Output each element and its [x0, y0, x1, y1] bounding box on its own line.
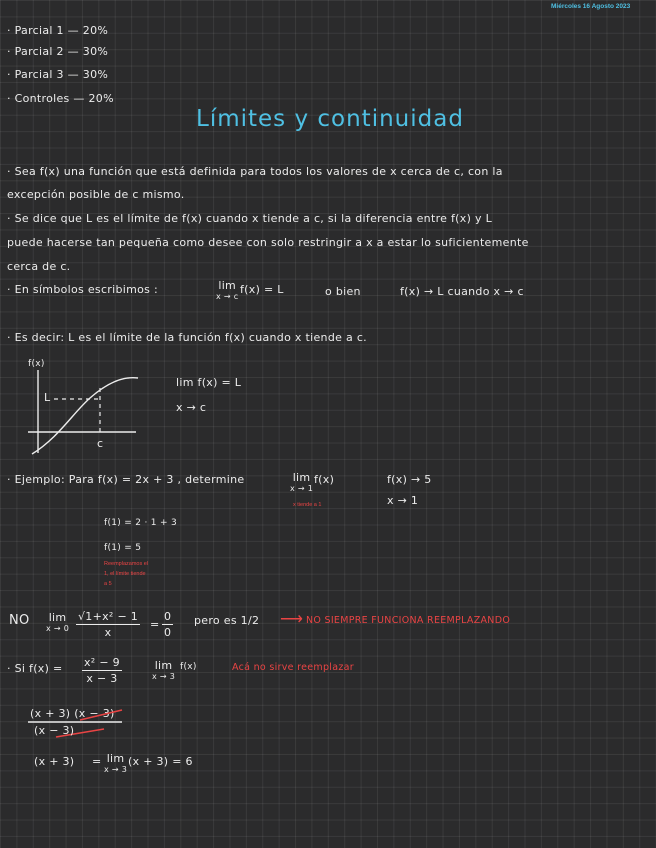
no-limit: [46, 612, 69, 634]
example-limit-expression: f(x): [314, 473, 335, 486]
fraction-numerator: 0: [164, 610, 172, 623]
example-calc-result: f(1) = 5: [104, 543, 142, 553]
date-header: Miércoles 16 Agosto 2023: [551, 3, 631, 10]
grade-value: 20%: [82, 24, 109, 37]
grade-value: 30%: [82, 68, 109, 81]
graph-l-label: L: [44, 391, 51, 404]
final-left: (x + 3): [34, 755, 75, 768]
factor-limit-expression: f(x): [180, 662, 197, 672]
example-limit: [290, 472, 313, 494]
example-result-sub: x → 1: [387, 494, 419, 507]
factor-a: (x + 3): [30, 707, 71, 720]
final-equals: =: [92, 755, 102, 768]
definition-line: · Se dice que L es el límite de f(x) cuando x tiende a c, si la diferencia entre f(x) y L: [7, 212, 493, 225]
grade-label: Controles: [14, 92, 70, 105]
factor-note: Acá no sirve reemplazar: [232, 662, 354, 673]
grade-label: Parcial 1: [14, 24, 64, 37]
warning-text: NO SIEMPRE FUNCIONA REEMPLAZANDO: [306, 615, 511, 626]
factor-fraction: [82, 656, 122, 685]
fraction-denominator: 0: [164, 626, 172, 639]
factor-b: (x − 3): [74, 707, 115, 720]
graph-limit-line: lim f(x) = L: [176, 376, 242, 389]
example-note: Reemplazamos el: [104, 561, 149, 567]
lim-word: lim: [154, 659, 173, 672]
grade-value: 30%: [82, 45, 109, 58]
grade-label: Parcial 3: [14, 68, 64, 81]
definition-line: excepción posible de c mismo.: [7, 188, 185, 201]
limit-expression: f(x) = L: [240, 283, 284, 296]
fraction-numerator: x² − 9: [84, 656, 120, 669]
graph-c-label: c: [97, 437, 104, 450]
definition-line: · Sea f(x) una función que está definida para todos los valores de x cerca de c, con la: [7, 165, 503, 178]
no-label: NO: [9, 613, 30, 628]
definition-line: cerca de c.: [7, 260, 71, 273]
arrow-icon: ⟶: [280, 611, 303, 628]
no-fraction: [76, 610, 140, 639]
example-calc: f(1) = 2 · 1 + 3: [104, 518, 178, 528]
definition-line: puede hacerse tan pequeña como desee con solo restringir a x a estar lo suficientemente: [7, 236, 529, 249]
fraction-denominator: x − 3: [86, 672, 118, 685]
grade-row: · Parcial 2 — 30%: [7, 45, 109, 58]
final-expression: (x + 3) = 6: [128, 755, 193, 768]
factor-denominator: (x − 3): [34, 724, 75, 737]
factor-intro: · Si f(x) =: [7, 662, 63, 675]
symbols-intro: · En símbolos escribimos :: [7, 283, 158, 296]
lim-subscript: x → 1: [290, 484, 314, 493]
lim-word: lim: [218, 279, 237, 292]
equals-sign: =: [150, 618, 160, 631]
example-red-note: x tiende a 1: [293, 502, 322, 508]
lim-word: lim: [48, 611, 67, 624]
grade-row: · Parcial 3 — 30%: [7, 68, 109, 81]
limit-graph: [28, 358, 148, 458]
fraction-numerator: √1+x² − 1: [78, 610, 139, 623]
factorization: [30, 707, 115, 720]
limit-notation: [216, 280, 238, 302]
grade-value: 20%: [88, 92, 114, 105]
example-result: f(x) → 5: [387, 473, 432, 486]
final-limit: [104, 753, 127, 775]
es-decir-line: · Es decir: L es el límite de la función f(x) cuando x tiende a c.: [7, 331, 367, 344]
example-intro: · Ejemplo: Para f(x) = 2x + 3 , determine: [7, 473, 245, 486]
lim-subscript: x → 3: [104, 765, 128, 774]
factor-limit: [152, 660, 175, 682]
grade-label: Parcial 2: [14, 45, 64, 58]
alt-limit-expression: f(x) → L cuando x → c: [400, 285, 524, 298]
graph-y-label: f(x): [28, 359, 45, 369]
example-note: 1, el límite tiende: [104, 571, 146, 577]
lim-word: lim: [292, 471, 311, 484]
lim-subscript: x → 3: [152, 672, 176, 681]
fraction-denominator: x: [104, 626, 112, 639]
example-note: a 5: [104, 581, 112, 587]
lim-subscript: x → c: [216, 292, 239, 301]
or-text: o bien: [325, 285, 361, 298]
page-title: Límites y continuidad: [196, 106, 464, 132]
function-curve: [32, 378, 138, 454]
lim-subscript: x → 0: [46, 624, 70, 633]
graph-limit-subscript: x → c: [176, 401, 207, 414]
lim-word: lim: [106, 752, 125, 765]
pero-text: pero es 1/2: [194, 614, 260, 627]
grade-row: · Parcial 1 — 20%: [7, 24, 109, 37]
zero-over-zero: [162, 610, 173, 639]
grade-row: · Controles — 20%: [7, 92, 114, 105]
